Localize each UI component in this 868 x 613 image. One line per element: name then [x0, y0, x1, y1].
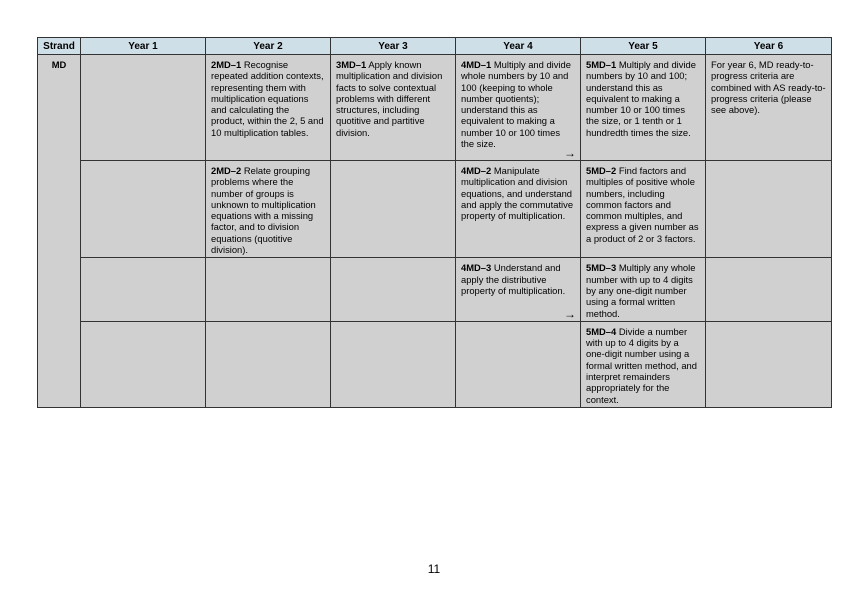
table-row — [38, 321, 832, 407]
table-row — [38, 258, 832, 321]
cell-year-1 — [81, 321, 206, 407]
criterion-code: 5MD–3 — [586, 262, 617, 274]
cell-year-2 — [206, 161, 331, 258]
criterion-text: Understand and apply the distributive property of multiplication. — [461, 262, 566, 296]
criterion-code: 2MD–1 — [211, 59, 242, 70]
criterion-text: Relate grouping problems where the number of groups is unknown to multiplication equations with a missing factor, and to division equations (quotitive division). — [211, 165, 316, 256]
criterion-text: Find factors and multiples of positive whole numbers, including common factors and common multiples, and express a given number as a product of 2 or 3 factors. — [586, 165, 699, 244]
header-year-3: Year 3 — [331, 38, 456, 55]
cell-year-4 — [456, 55, 581, 161]
criterion-text: Divide a number with up to 4 digits by a one-digit number using a formal written method, and interpret remainders appropriately for the context. — [586, 325, 697, 405]
cell-year-3 — [331, 55, 456, 161]
cell-year-2 — [206, 55, 331, 161]
curriculum-table — [37, 37, 832, 408]
cell-year-6 — [706, 321, 832, 407]
criterion-text: Recognise repeated addition contexts, representing them with multiplication equations and calculating the product, within the 2, 5 and 10 multiplication tables. — [211, 59, 324, 138]
criterion-code: 5MD–4 — [586, 325, 617, 337]
header-row — [38, 38, 832, 55]
page-number: 11 — [427, 562, 441, 576]
header-strand: Strand — [38, 38, 81, 55]
cell-year-1 — [81, 55, 206, 161]
arrow-right-icon: → — [564, 146, 576, 160]
criterion-code: 5MD–2 — [586, 165, 617, 176]
cell-year-6 — [706, 161, 832, 258]
criterion-code: 4MD–1 — [461, 59, 492, 70]
cell-year-4 — [456, 258, 581, 321]
criterion-text: Apply known multiplication and division facts to solve contextual problems with different structures, including quotitive and partitive division. — [336, 59, 443, 138]
table-row — [38, 161, 832, 258]
criterion-text: Multiply and divide numbers by 10 and 100; understand this as equivalent to making a number 10 or 100 times the size, or 1 tenth or 1 hundredth times the size. — [586, 59, 696, 138]
cell-year-5 — [581, 321, 706, 407]
cell-year-3 — [331, 321, 456, 407]
cell-year-1 — [81, 258, 206, 321]
cell-year-4 — [456, 161, 581, 258]
cell-year-5 — [581, 258, 706, 321]
cell-year-2 — [206, 258, 331, 321]
header-year-6: Year 6 — [706, 38, 832, 55]
header-year-4: Year 4 — [456, 38, 581, 55]
table-row — [38, 55, 832, 161]
cell-year-5 — [581, 161, 706, 258]
cell-year-6 — [706, 55, 832, 161]
criterion-text: For year 6, MD ready-to-progress criteria are combined with AS ready-to-progress criteria (please see above). — [711, 59, 826, 116]
cell-year-3 — [331, 161, 456, 258]
cell-year-4 — [456, 321, 581, 407]
cell-year-6 — [706, 258, 832, 321]
strand-cell: MD — [38, 55, 81, 408]
criterion-text: Multiply and divide whole numbers by 10 and 100 (keeping to whole number quotients); understand this as equivalent to making a number 10 or 100 times the size. — [461, 59, 571, 150]
criterion-text: Multiply any whole number with up to 4 digits by any one-digit number using a formal written method. — [586, 262, 696, 319]
criterion-code: 4MD–2 — [461, 165, 492, 176]
cell-year-5 — [581, 55, 706, 161]
header-year-5: Year 5 — [581, 38, 706, 55]
header-year-1: Year 1 — [81, 38, 206, 55]
arrow-right-icon: → — [564, 306, 576, 321]
cell-year-3 — [331, 258, 456, 321]
criterion-code: 5MD–1 — [586, 59, 617, 70]
criterion-code: 3MD–1 — [336, 59, 367, 70]
cell-year-1 — [81, 161, 206, 258]
criterion-text: Manipulate multiplication and division equations, and understand and apply the commutative property of multiplication. — [461, 165, 574, 222]
cell-year-2 — [206, 321, 331, 407]
criterion-code: 2MD–2 — [211, 165, 242, 176]
header-year-2: Year 2 — [206, 38, 331, 55]
criterion-code: 4MD–3 — [461, 262, 492, 274]
